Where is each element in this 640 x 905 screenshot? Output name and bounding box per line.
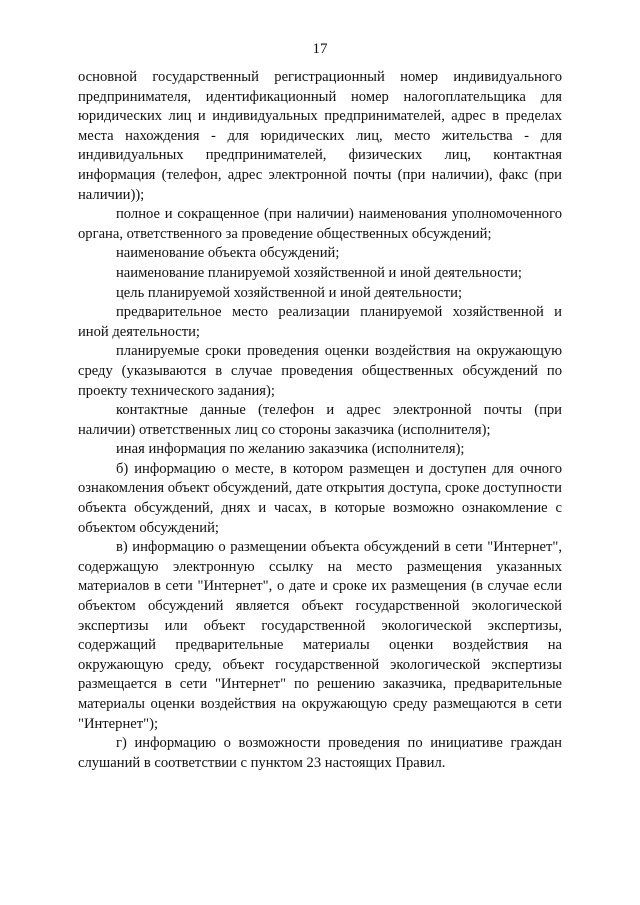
paragraph: предварительное место реализации планируемой хозяйственной и иной деятельности; [78,304,562,340]
paragraph: планируемые сроки проведения оценки воздействия на окружающую среду (указываются в случае проведения общественных обсуждений по проекту технического задания); [78,343,562,399]
page-number: 17 [312,41,328,57]
paragraph: цель планируемой хозяйственной и иной деятельности; [116,284,463,301]
paragraph: основной государственный регистрационный номер индивидуального предпринимателя, идентификационный номер налогоплательщика для юридических лиц и индивидуальных предпринимателей, адрес в пределах места нахождения - для юридических лиц, место жительства - для индивидуальных предпринимателей, физических лиц, контактная информация (телефон, адрес электронной почты (при наличии), факс (при наличии)); [78,69,562,203]
paragraph: наименование объекта обсуждений; [116,245,340,262]
paragraph: иная информация по желанию заказчика (исполнителя); [116,441,465,458]
document-body [78,68,562,773]
paragraph: б) информацию о месте, в котором размещен и доступен для очного ознакомления объект обсуждений, дате открытия доступа, сроке доступности объекта обсуждений, днях и часах, в которые возможно ознакомление с объектом обсуждений; [78,460,562,536]
paragraph: полное и сокращенное (при наличии) наименования уполномоченного органа, ответственного за проведение общественных обсуждений; [78,206,562,242]
paragraph: г) информацию о возможности проведения по инициативе граждан слушаний в соответствии с пунктом 23 настоящих Правил. [78,735,562,771]
paragraph: в) информацию о размещении объекта обсуждений в сети "Интернет", содержащую электронную ссылку на место размещения указанных материалов в сети "Интернет", о дате и сроке их размещения (в случае если объектом обсуждений является объект государственной экологической экспертизы или объект государственной экологической экспертизы, содержащий предварительные материалы оценки воздействия на окружающую среду, объект государственной экологической экспертизы размещается в сети "Интернет" по решению заказчика, предварительные материалы оценки воздействия на окружающую среду размещаются в сети "Интернет"); [78,539,562,732]
paragraph: наименование планируемой хозяйственной и иной деятельности; [116,264,522,281]
paragraph: контактные данные (телефон и адрес электронной почты (при наличии) ответственных лиц со стороны заказчика (исполнителя); [78,402,562,438]
